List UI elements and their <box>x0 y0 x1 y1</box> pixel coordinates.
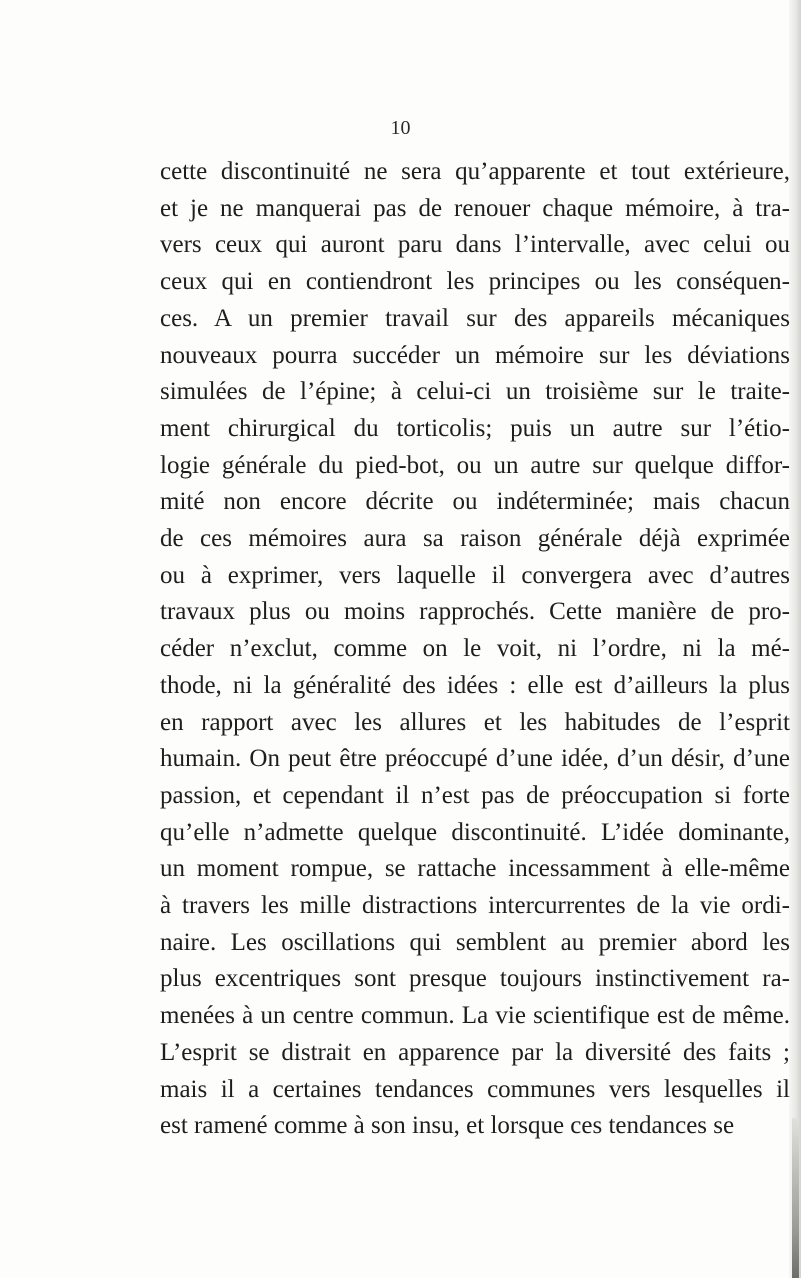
text-line: nouveaux pourra succéder un mémoire sur les déviations <box>160 341 790 369</box>
text-line: passion, et cependant il n’est pas de préoccupation si forte <box>160 781 790 809</box>
text-line: ces. A un premier travail sur des appareils mécaniques <box>160 304 790 332</box>
text-line: qu’elle n’admette quelque discontinuité. L’idée dominante, <box>160 818 790 846</box>
text-line: céder n’exclut, comme on le voit, ni l’ordre, ni la mé- <box>160 635 790 663</box>
text-line: un moment rompue, se rattache incessamment à elle-même <box>160 855 790 883</box>
text-line: ment chirurgical du torticolis; puis un autre sur l’étio- <box>160 414 790 442</box>
text-line: humain. On peut être préoccupé d’une idée, d’un désir, d’une <box>160 745 790 773</box>
page-number: 10 <box>390 117 411 139</box>
text-line: mais il a certaines tendances communes vers lesquelles il <box>160 1075 790 1103</box>
text-line: mité non encore décrite ou indéterminée; mais chacun <box>160 488 790 516</box>
text-line: L’esprit se distrait en apparence par la diversité des faits ; <box>160 1038 790 1066</box>
text-line: et je ne manquerai pas de renouer chaque mémoire, à tra- <box>160 194 790 222</box>
text-line: de ces mémoires aura sa raison générale déjà exprimée <box>160 525 790 553</box>
text-line: menées à un centre commun. La vie scientifique est de même. <box>160 1002 790 1030</box>
text-line: en rapport avec les allures et les habitudes de l’esprit <box>160 708 790 736</box>
text-line: ou à exprimer, vers laquelle il convergera avec d’autres <box>160 561 790 589</box>
text-line: cette discontinuité ne sera qu’apparente et tout extérieure, <box>160 158 790 185</box>
text-line: vers ceux qui auront paru dans l’intervalle, avec celui ou <box>160 231 790 259</box>
text-line: naire. Les oscillations qui semblent au premier abord les <box>160 928 790 956</box>
text-line: plus excentriques sont presque toujours instinctivement ra- <box>160 965 790 993</box>
text-line: logie générale du pied-bot, ou un autre sur quelque diffor- <box>160 451 790 479</box>
text-line: à travers les mille distractions intercurrentes de la vie ordi- <box>160 892 790 920</box>
text-line: simulées de l’épine; à celui-ci un troisième sur le traite- <box>160 378 790 406</box>
text-line: thode, ni la généralité des idées : elle est d’ailleurs la plus <box>160 671 790 699</box>
body-text <box>160 154 795 1145</box>
text-line: travaux plus ou moins rapprochés. Cette manière de pro- <box>160 598 790 626</box>
text-line: ceux qui en contiendront les principes ou les conséquen- <box>160 268 790 296</box>
text-line: est ramené comme à son insu, et lorsque ces tendances se <box>160 1112 735 1140</box>
